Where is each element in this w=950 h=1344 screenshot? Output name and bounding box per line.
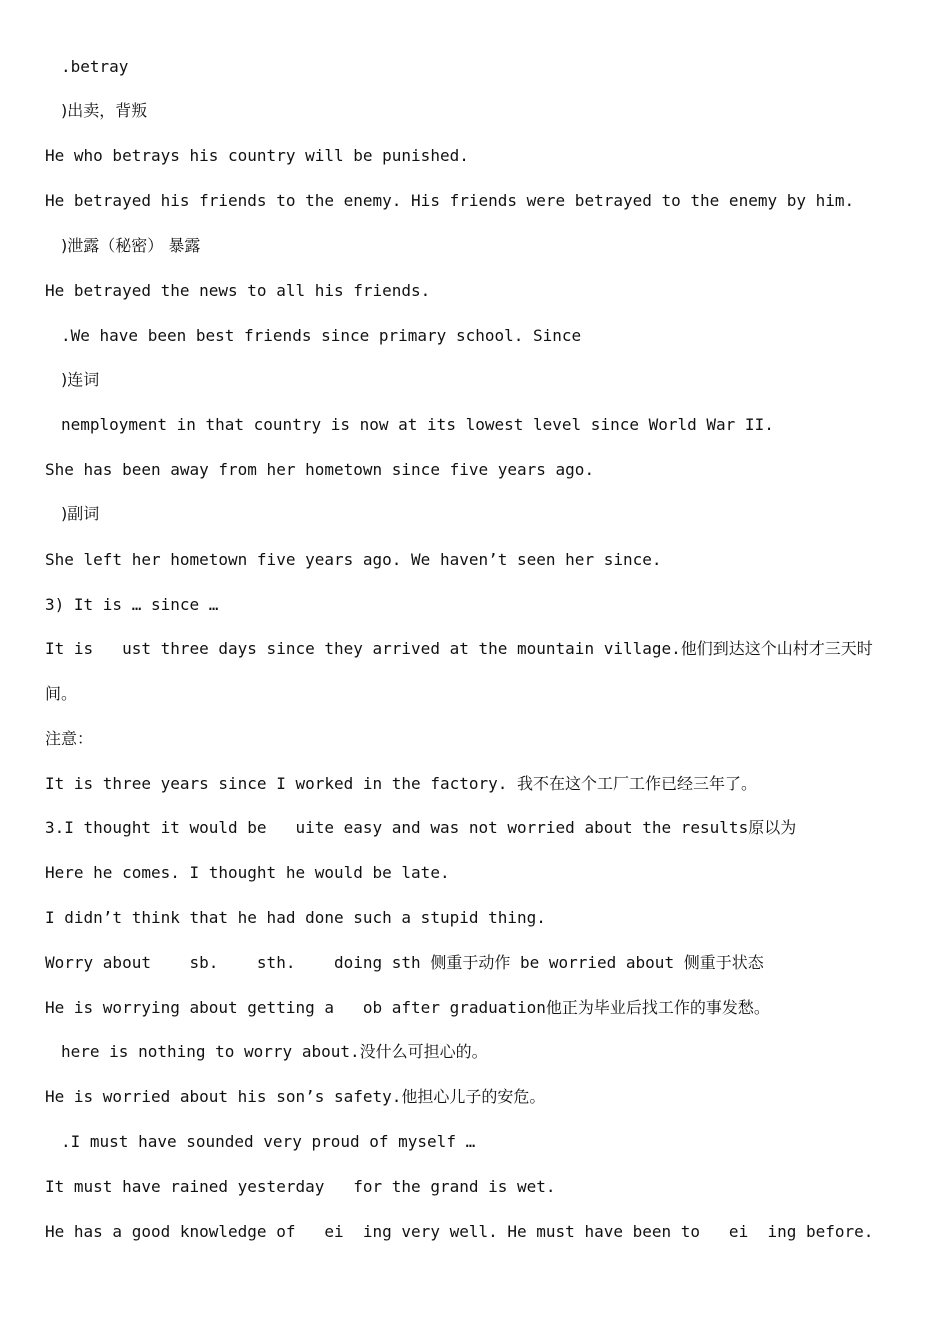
pattern-heading: 3) It is … since …	[45, 595, 219, 614]
usage-note: Worry about sb. sth. doing sth 侧重于动作 be worried about 侧重于状态	[45, 953, 764, 972]
example-sentence: She left her hometown five years ago. We haven’t seen her since.	[45, 550, 662, 569]
example-sentence: I didn’t think that he had done such a stupid thing.	[45, 908, 546, 927]
example-sentence: here is nothing to worry about.没什么可担心的。	[61, 1042, 488, 1061]
definition-line: )副词	[61, 504, 100, 523]
example-sentence: He is worried about his son’s safety.他担心儿子的安危。	[45, 1087, 546, 1106]
example-sentence: He has a good knowledge of ei ing very well. He must have been to ei ing before.	[45, 1222, 874, 1241]
example-sentence: It is three years since I worked in the factory. 我不在这个工厂工作已经三年了。	[45, 774, 758, 793]
note-label: 注意：	[45, 729, 94, 748]
definition-line: )泄露（秘密） 暴露	[61, 236, 201, 255]
heading-thought: 3.I thought it would be uite easy and was not worried about the results原以为	[45, 818, 797, 837]
definition-line: )连词	[61, 370, 100, 389]
example-sentence: He betrayed his friends to the enemy. His friends were betrayed to the enemy by him.	[45, 191, 855, 210]
example-sentence-continued: 间。	[45, 684, 78, 703]
example-sentence: It is ust three days since they arrived at the mountain village.他们到达这个山村才三天时	[45, 639, 873, 658]
example-sentence: She has been away from her hometown since five years ago.	[45, 460, 595, 479]
heading-must-have: .I must have sounded very proud of myself …	[61, 1132, 476, 1151]
example-sentence: He who betrays his country will be punished.	[45, 146, 469, 165]
example-sentence: He betrayed the news to all his friends.	[45, 281, 431, 300]
example-sentence: It must have rained yesterday for the grand is wet.	[45, 1177, 556, 1196]
definition-line: )出卖，背叛	[61, 101, 148, 120]
heading-since: .We have been best friends since primary school. Since	[61, 326, 582, 345]
example-sentence: He is worrying about getting a ob after graduation他正为毕业后找工作的事发愁。	[45, 998, 770, 1017]
example-sentence: Here he comes. I thought he would be late.	[45, 863, 450, 882]
heading-betray: .betray	[61, 57, 129, 76]
example-sentence: nemployment in that country is now at its lowest level since World War II.	[61, 415, 774, 434]
